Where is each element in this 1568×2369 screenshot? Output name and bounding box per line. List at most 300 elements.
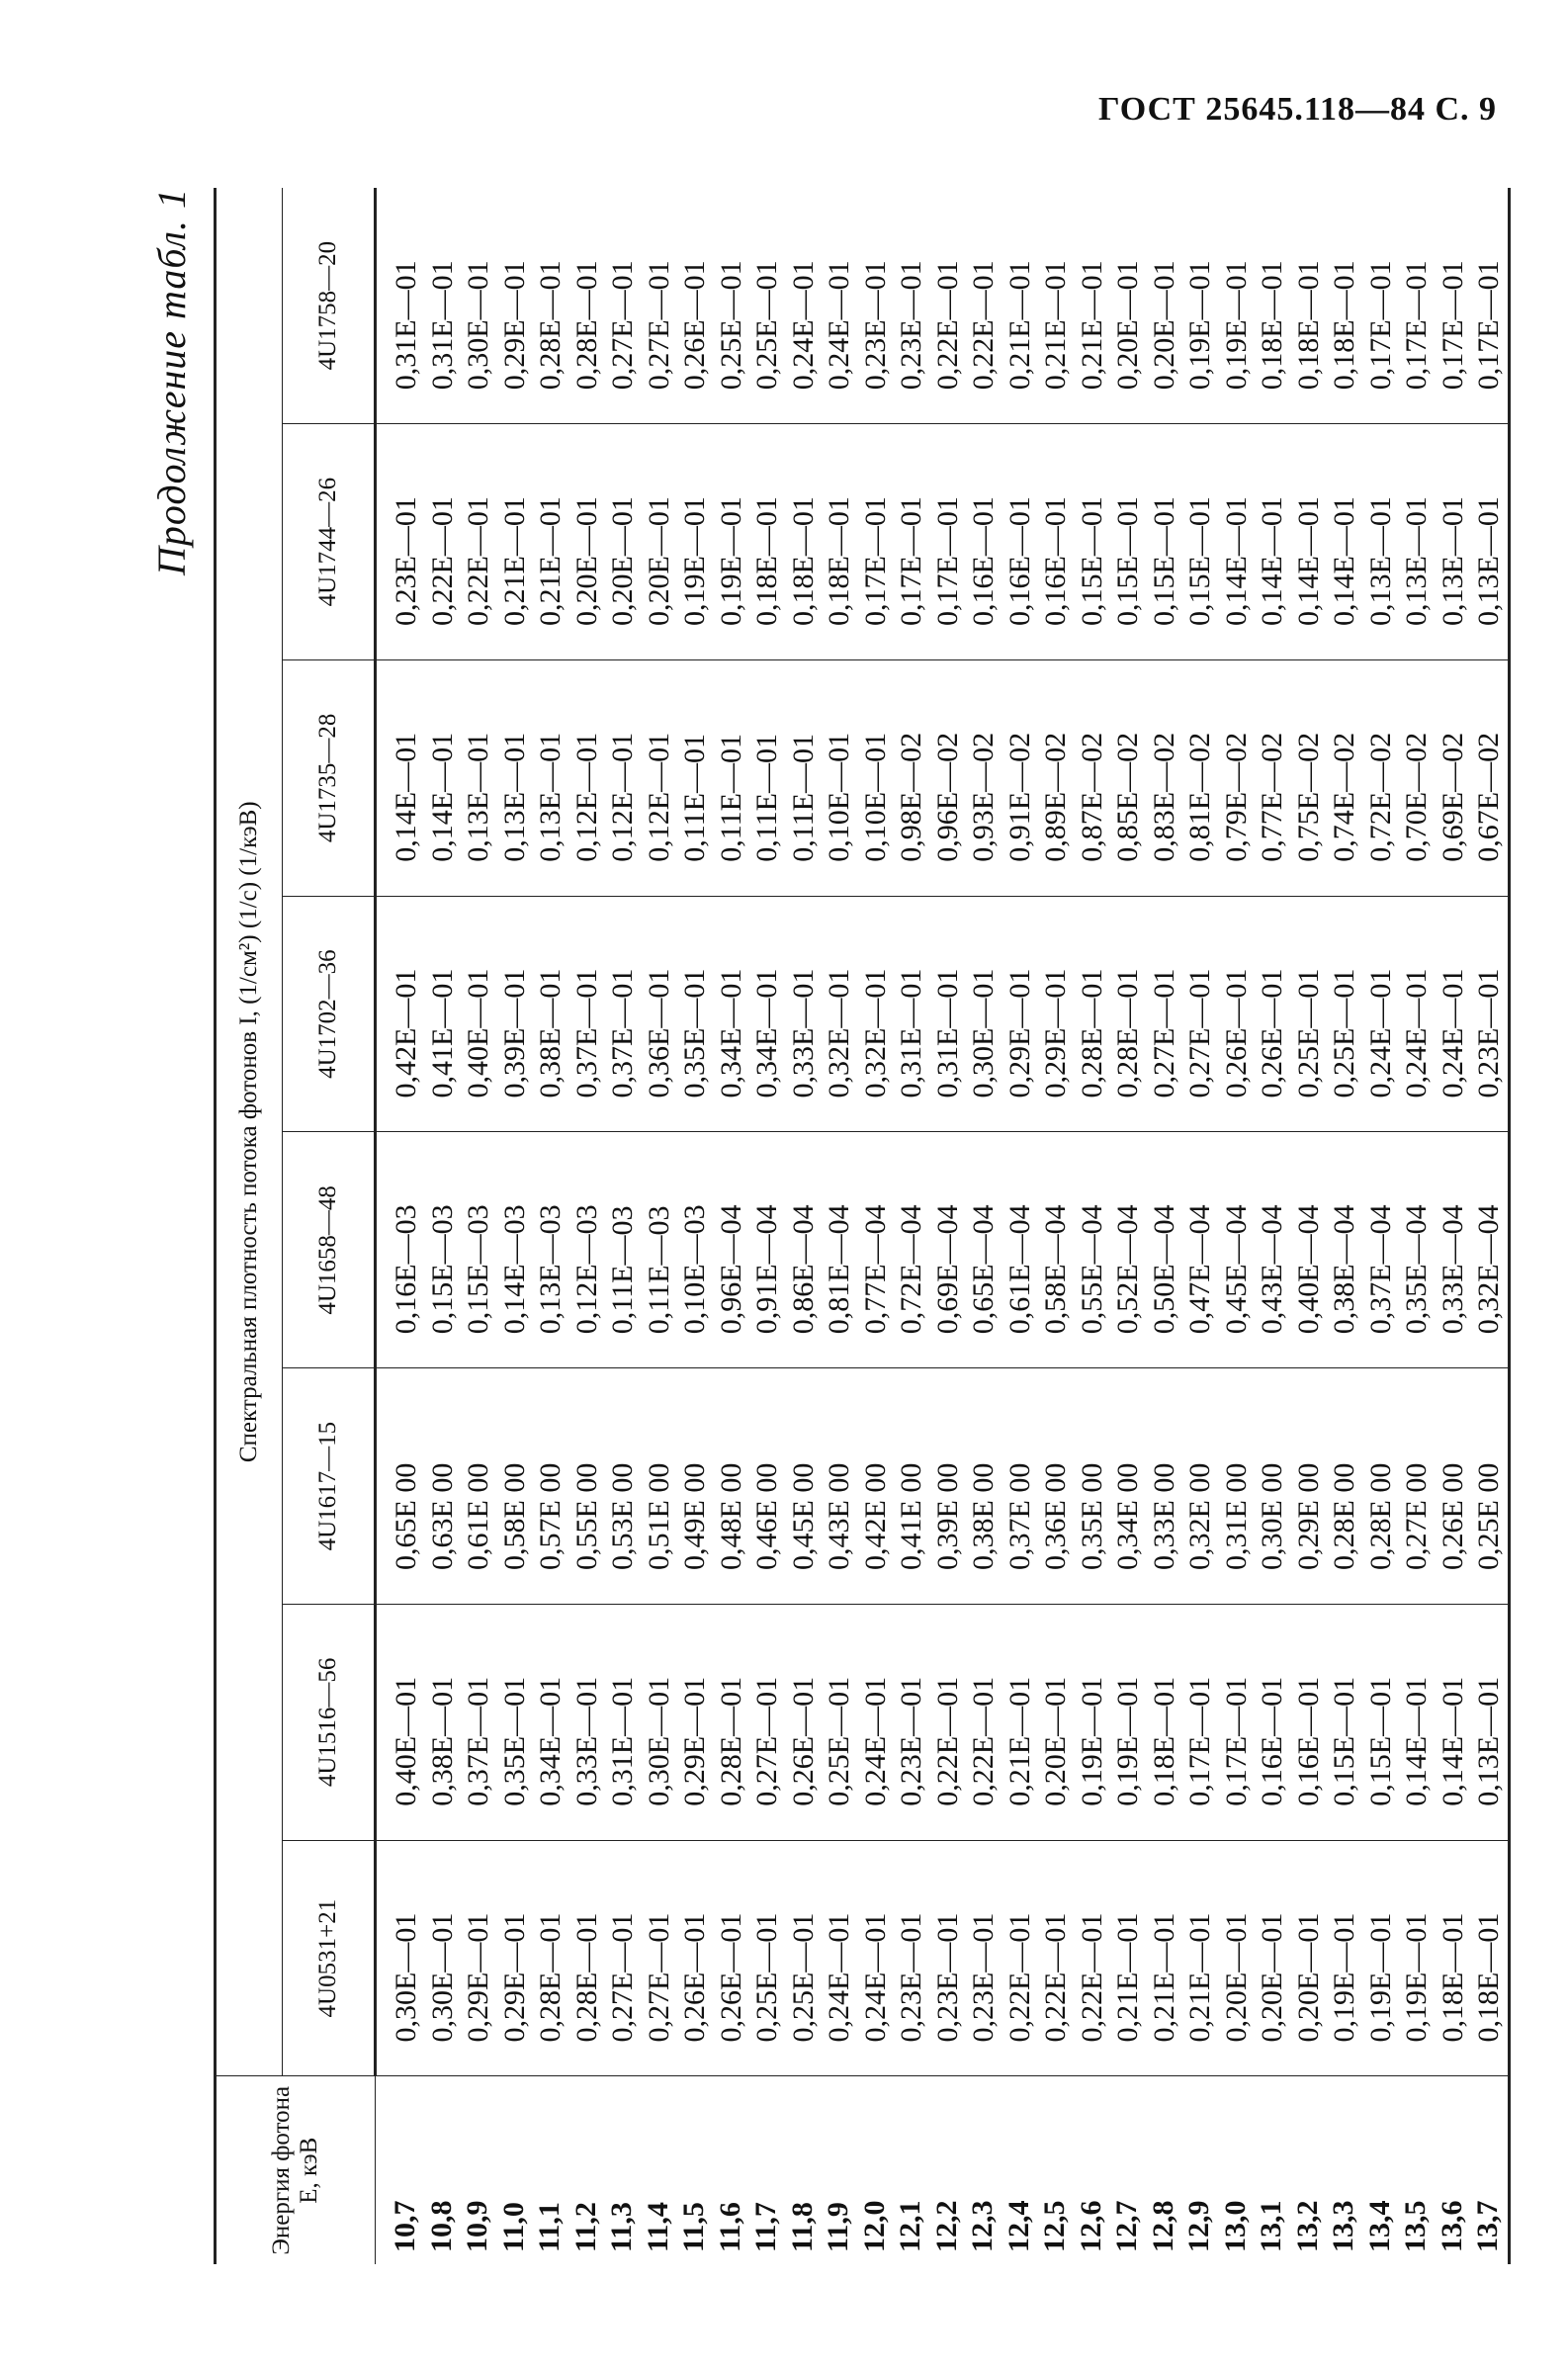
flux-cell: 0,20E—01	[1111, 260, 1144, 391]
flux-cell: 0,15E—03	[425, 1204, 459, 1335]
flux-cell: 0,61E 00	[462, 1462, 494, 1570]
energy-cell: 12,7	[1110, 2200, 1143, 2252]
flux-cell: 0,19E—01	[714, 496, 747, 626]
flux-cell: 0,33E—04	[1436, 1204, 1469, 1335]
flux-cell: 0,19E—01	[1111, 1676, 1144, 1806]
energy-cell: 12,9	[1182, 2200, 1215, 2252]
energy-cell: 12,8	[1146, 2200, 1179, 2252]
flux-cell: 0,23E—01	[930, 1912, 964, 2043]
flux-cell: 0,81E—02	[1183, 732, 1216, 862]
flux-cell: 0,19E—01	[1400, 1912, 1433, 2043]
flux-cell: 0,14E—01	[1291, 496, 1325, 626]
flux-cell: 0,27E—01	[606, 1912, 639, 2043]
values-column	[376, 188, 1510, 424]
flux-cell: 0,19E—01	[1328, 1912, 1360, 2043]
energy-cell: 12,3	[966, 2200, 999, 2252]
flux-cell: 0,33E—01	[786, 968, 820, 1098]
flux-cell: 0,26E—01	[678, 1912, 711, 2043]
flux-cell: 0,57E 00	[534, 1462, 566, 1570]
energy-cell: 11,7	[749, 2202, 782, 2252]
flux-cell: 0,38E—01	[425, 1676, 459, 1806]
flux-cell: 0,17E—01	[1472, 260, 1505, 391]
flux-cell: 0,75E—02	[1291, 732, 1325, 862]
flux-cell: 0,27E—01	[1147, 968, 1180, 1098]
flux-cell: 0,17E—01	[930, 496, 964, 626]
flux-cell: 0,81E—04	[823, 1204, 855, 1335]
flux-cell: 0,13E—01	[1472, 496, 1505, 626]
flux-cell: 0,25E—01	[786, 1912, 820, 2043]
flux-cell: 0,89E—02	[1039, 732, 1072, 862]
flux-cell: 0,19E—01	[678, 496, 711, 626]
flux-cell: 0,29E—01	[1002, 968, 1036, 1098]
flux-cell: 0,18E—01	[1328, 260, 1360, 391]
flux-cell: 0,15E—01	[1147, 496, 1180, 626]
energy-cell: 12,4	[1002, 2200, 1035, 2252]
flux-cell: 0,30E—01	[642, 1676, 675, 1806]
flux-cell: 0,13E—01	[497, 732, 531, 862]
flux-cell: 0,30E—01	[967, 968, 1000, 1098]
energy-cell: 12,6	[1074, 2200, 1107, 2252]
energy-cell: 11,1	[533, 2202, 566, 2252]
source-column-header: 4U1658—48	[283, 1132, 376, 1368]
flux-cell: 0,13E—01	[1436, 496, 1469, 626]
flux-cell: 0,21E—01	[1039, 260, 1072, 391]
flux-cell: 0,37E 00	[1002, 1462, 1036, 1570]
flux-cell: 0,69E—02	[1436, 732, 1469, 862]
flux-cell: 0,18E—01	[1436, 1912, 1469, 2043]
flux-cell: 0,65E 00	[390, 1462, 422, 1570]
flux-cell: 0,65E—04	[967, 1204, 1000, 1335]
flux-cell: 0,24E—01	[823, 1912, 855, 2043]
flux-cell: 0,37E—04	[1363, 1204, 1397, 1335]
energy-cell: 13,3	[1327, 2200, 1359, 2252]
flux-cell: 0,24E—01	[786, 260, 820, 391]
flux-cell: 0,67E—02	[1472, 732, 1505, 862]
flux-cell: 0,63E 00	[425, 1462, 459, 1570]
flux-cell: 0,27E—01	[606, 260, 639, 391]
flux-cell: 0,14E—03	[497, 1204, 531, 1335]
flux-cell: 0,16E—03	[390, 1204, 422, 1335]
flux-cell: 0,15E—01	[1111, 496, 1144, 626]
flux-cell: 0,29E—01	[497, 260, 531, 391]
flux-cell: 0,33E 00	[1147, 1462, 1180, 1570]
flux-cell: 0,27E—01	[1183, 968, 1216, 1098]
flux-cell: 0,17E—01	[1183, 1676, 1216, 1806]
flux-cell: 0,37E—01	[462, 1676, 494, 1806]
flux-cell: 0,14E—01	[390, 732, 422, 862]
flux-cell: 0,16E—01	[1039, 496, 1072, 626]
flux-cell: 0,50E—04	[1147, 1204, 1180, 1335]
values-column	[376, 424, 1510, 660]
flux-cell: 0,34E—01	[534, 1676, 566, 1806]
flux-cell: 0,47E—04	[1183, 1204, 1216, 1335]
energy-cell: 12,5	[1038, 2200, 1071, 2252]
flux-cell: 0,10E—01	[858, 732, 892, 862]
flux-cell: 0,11E—01	[750, 734, 783, 862]
energy-cell: 13,1	[1255, 2200, 1287, 2252]
flux-cell: 0,38E—01	[534, 968, 566, 1098]
flux-cell: 0,48E 00	[714, 1462, 747, 1570]
flux-cell: 0,69E—04	[930, 1204, 964, 1335]
flux-cell: 0,23E—01	[895, 1912, 927, 2043]
flux-cell: 0,41E 00	[895, 1462, 927, 1570]
flux-cell: 0,79E—02	[1219, 732, 1253, 862]
energy-cell: 12,0	[857, 2200, 891, 2252]
flux-cell: 0,41E—01	[425, 968, 459, 1098]
flux-cell: 0,11E—03	[606, 1205, 639, 1335]
energy-cell: 11,2	[568, 2202, 602, 2252]
flux-cell: 0,17E—01	[1436, 260, 1469, 391]
flux-cell: 0,28E 00	[1363, 1462, 1397, 1570]
source-column-header: 4U1744—26	[283, 424, 376, 660]
flux-cell: 0,72E—04	[895, 1204, 927, 1335]
flux-cell: 0,96E—04	[714, 1204, 747, 1335]
energy-cell: 10,8	[424, 2200, 458, 2252]
flux-cell: 0,10E—03	[678, 1204, 711, 1335]
flux-cell: 0,30E 00	[1256, 1462, 1288, 1570]
data-table	[214, 188, 1511, 2264]
flux-cell: 0,22E—01	[462, 496, 494, 626]
flux-cell: 0,22E—01	[967, 260, 1000, 391]
flux-cell: 0,35E—01	[678, 968, 711, 1098]
flux-cell: 0,17E—01	[895, 496, 927, 626]
flux-cell: 0,43E 00	[823, 1462, 855, 1570]
flux-cell: 0,49E 00	[678, 1462, 711, 1570]
flux-cell: 0,20E—01	[1219, 1912, 1253, 2043]
flux-cell: 0,37E—01	[606, 968, 639, 1098]
flux-cell: 0,20E—01	[606, 496, 639, 626]
flux-cell: 0,72E—02	[1363, 732, 1397, 862]
flux-cell: 0,28E—01	[1111, 968, 1144, 1098]
flux-cell: 0,28E—01	[714, 1676, 747, 1806]
flux-cell: 0,22E—01	[930, 260, 964, 391]
flux-cell: 0,24E—01	[1436, 968, 1469, 1098]
flux-cell: 0,58E—04	[1039, 1204, 1072, 1335]
flux-cell: 0,20E—01	[569, 496, 603, 626]
flux-group-header: Спектральная плотность потока фотонов I, (1/см²) (1/с) (1/кэВ)	[216, 188, 283, 2076]
flux-cell: 0,39E 00	[930, 1462, 964, 1570]
flux-cell: 0,27E—01	[642, 1912, 675, 2043]
energy-cell: 11,0	[496, 2202, 530, 2252]
flux-cell: 0,20E—01	[1256, 1912, 1288, 2043]
flux-cell: 0,32E—01	[823, 968, 855, 1098]
flux-cell: 0,11E—01	[678, 734, 711, 862]
flux-cell: 0,13E—01	[462, 732, 494, 862]
flux-cell: 0,26E—01	[786, 1676, 820, 1806]
flux-cell: 0,21E—01	[1111, 1912, 1144, 2043]
flux-cell: 0,25E—01	[714, 260, 747, 391]
flux-cell: 0,20E—01	[642, 496, 675, 626]
flux-cell: 0,15E—01	[1075, 496, 1108, 626]
flux-cell: 0,16E—01	[1256, 1676, 1288, 1806]
flux-cell: 0,24E—01	[823, 260, 855, 391]
source-column-header: 4U1758—20	[283, 188, 376, 424]
flux-cell: 0,32E 00	[1183, 1462, 1216, 1570]
flux-cell: 0,14E—01	[1400, 1676, 1433, 1806]
flux-cell: 0,31E—01	[930, 968, 964, 1098]
flux-cell: 0,22E—01	[1039, 1912, 1072, 2043]
flux-cell: 0,98E—02	[895, 732, 927, 862]
energy-cell: 10,7	[389, 2200, 421, 2252]
flux-cell: 0,31E—01	[425, 260, 459, 391]
flux-cell: 0,21E—01	[1002, 260, 1036, 391]
flux-cell: 0,39E—01	[497, 968, 531, 1098]
flux-cell: 0,14E—01	[1328, 496, 1360, 626]
flux-cell: 0,28E—01	[534, 260, 566, 391]
flux-cell: 0,10E—01	[823, 732, 855, 862]
flux-cell: 0,70E—02	[1400, 732, 1433, 862]
flux-cell: 0,18E—01	[786, 496, 820, 626]
flux-cell: 0,24E—01	[858, 1912, 892, 2043]
flux-cell: 0,16E—01	[1002, 496, 1036, 626]
energy-cell: 11,4	[641, 2202, 674, 2252]
values-column	[376, 1605, 1510, 1841]
energy-cell: 11,6	[713, 2202, 746, 2252]
energy-cell: 11,9	[822, 2202, 854, 2252]
flux-cell: 0,17E—01	[1219, 1676, 1253, 1806]
flux-cell: 0,15E—03	[462, 1204, 494, 1335]
flux-cell: 0,13E—01	[1400, 496, 1433, 626]
flux-cell: 0,26E—01	[1256, 968, 1288, 1098]
flux-cell: 0,24E—01	[1363, 968, 1397, 1098]
energy-column-header: Энергия фотона E, кэВ	[216, 2076, 376, 2264]
flux-cell: 0,86E—04	[786, 1204, 820, 1335]
flux-cell: 0,27E 00	[1400, 1462, 1433, 1570]
flux-cell: 0,28E—01	[534, 1912, 566, 2043]
flux-cell: 0,19E—01	[1363, 1912, 1397, 2043]
flux-cell: 0,38E—04	[1328, 1204, 1360, 1335]
flux-cell: 0,18E—01	[1147, 1676, 1180, 1806]
flux-cell: 0,36E—01	[642, 968, 675, 1098]
flux-cell: 0,42E—01	[390, 968, 422, 1098]
flux-cell: 0,29E—01	[1039, 968, 1072, 1098]
flux-cell: 0,21E—01	[1183, 1912, 1216, 2043]
flux-cell: 0,12E—01	[569, 732, 603, 862]
flux-cell: 0,29E—01	[462, 1912, 494, 2043]
flux-cell: 0,13E—01	[1472, 1676, 1505, 1806]
energy-column	[376, 2076, 1510, 2264]
flux-cell: 0,12E—03	[569, 1204, 603, 1335]
flux-cell: 0,52E—04	[1111, 1204, 1144, 1335]
energy-cell: 10,9	[461, 2200, 493, 2252]
flux-cell: 0,31E—01	[606, 1676, 639, 1806]
flux-cell: 0,22E—01	[1075, 1912, 1108, 2043]
flux-cell: 0,15E—01	[1328, 1676, 1360, 1806]
flux-cell: 0,25E 00	[1472, 1462, 1505, 1570]
flux-cell: 0,38E 00	[967, 1462, 1000, 1570]
flux-cell: 0,19E—01	[1219, 260, 1253, 391]
flux-cell: 0,17E—01	[1363, 260, 1397, 391]
flux-cell: 0,96E—02	[930, 732, 964, 862]
flux-cell: 0,32E—01	[858, 968, 892, 1098]
flux-cell: 0,77E—02	[1256, 732, 1288, 862]
rotated-table-block	[148, 188, 1505, 2264]
page-header: ГОСТ 25645.118—84 С. 9	[1097, 91, 1497, 128]
flux-cell: 0,16E—01	[1291, 1676, 1325, 1806]
source-column-header: 4U1702—36	[283, 896, 376, 1132]
source-column-header: 4U1735—28	[283, 660, 376, 897]
flux-cell: 0,17E—01	[858, 496, 892, 626]
flux-cell: 0,21E—01	[1002, 1676, 1036, 1806]
values-column	[376, 896, 1510, 1132]
values-column	[376, 1368, 1510, 1605]
flux-cell: 0,31E 00	[1219, 1462, 1253, 1570]
flux-cell: 0,15E—01	[1183, 496, 1216, 626]
flux-cell: 0,36E 00	[1039, 1462, 1072, 1570]
flux-cell: 0,26E—01	[1219, 968, 1253, 1098]
values-column	[376, 1840, 1510, 2076]
flux-cell: 0,25E—01	[750, 1912, 783, 2043]
flux-cell: 0,13E—03	[534, 1204, 566, 1335]
source-column-header: 4U1617—15	[283, 1368, 376, 1605]
flux-cell: 0,22E—01	[425, 496, 459, 626]
flux-cell: 0,83E—02	[1147, 732, 1180, 862]
flux-cell: 0,21E—01	[497, 496, 531, 626]
flux-cell: 0,23E—01	[858, 260, 892, 391]
flux-cell: 0,14E—01	[425, 732, 459, 862]
flux-cell: 0,18E—01	[823, 496, 855, 626]
flux-cell: 0,30E—01	[462, 260, 494, 391]
energy-cell: 12,2	[929, 2200, 963, 2252]
table-body-row	[376, 188, 1510, 2264]
flux-cell: 0,21E—01	[1075, 260, 1108, 391]
energy-cell: 13,5	[1399, 2200, 1432, 2252]
flux-cell: 0,34E—01	[714, 968, 747, 1098]
flux-cell: 0,45E—04	[1219, 1204, 1253, 1335]
flux-cell: 0,28E—01	[569, 260, 603, 391]
flux-cell: 0,23E—01	[895, 260, 927, 391]
flux-cell: 0,43E—04	[1256, 1204, 1288, 1335]
flux-cell: 0,11E—01	[786, 734, 820, 862]
energy-cell: 13,0	[1218, 2200, 1252, 2252]
energy-cell: 11,5	[677, 2202, 710, 2252]
flux-cell: 0,25E—01	[823, 1676, 855, 1806]
flux-cell: 0,15E—01	[1363, 1676, 1397, 1806]
flux-cell: 0,53E 00	[606, 1462, 639, 1570]
flux-cell: 0,24E—01	[1400, 968, 1433, 1098]
flux-cell: 0,91E—02	[1002, 732, 1036, 862]
flux-cell: 0,87E—02	[1075, 732, 1108, 862]
flux-cell: 0,61E—04	[1002, 1204, 1036, 1335]
flux-cell: 0,29E 00	[1291, 1462, 1325, 1570]
flux-cell: 0,22E—01	[930, 1676, 964, 1806]
energy-cell: 11,3	[605, 2202, 638, 2252]
flux-cell: 0,46E 00	[750, 1462, 783, 1570]
flux-cell: 0,55E—04	[1075, 1204, 1108, 1335]
flux-cell: 0,20E—01	[1291, 1912, 1325, 2043]
flux-cell: 0,40E—04	[1291, 1204, 1325, 1335]
flux-cell: 0,30E—01	[390, 1912, 422, 2043]
energy-cell: 12,1	[894, 2200, 926, 2252]
flux-cell: 0,14E—01	[1436, 1676, 1469, 1806]
energy-cell: 11,8	[785, 2202, 819, 2252]
flux-cell: 0,74E—02	[1328, 732, 1360, 862]
flux-cell: 0,11E—03	[642, 1205, 675, 1335]
table-caption: Продолжение табл. 1	[149, 188, 194, 576]
flux-cell: 0,21E—01	[1147, 1912, 1180, 2043]
flux-cell: 0,28E 00	[1328, 1462, 1360, 1570]
flux-cell: 0,51E 00	[642, 1462, 675, 1570]
flux-cell: 0,23E—01	[390, 496, 422, 626]
flux-cell: 0,27E—01	[642, 260, 675, 391]
flux-cell: 0,34E 00	[1111, 1462, 1144, 1570]
flux-cell: 0,29E—01	[497, 1912, 531, 2043]
values-column	[376, 660, 1510, 897]
flux-cell: 0,26E 00	[1436, 1462, 1469, 1570]
flux-cell: 0,18E—01	[1291, 260, 1325, 391]
source-column-header: 4U1516—56	[283, 1605, 376, 1841]
flux-cell: 0,26E—01	[678, 260, 711, 391]
flux-cell: 0,25E—01	[750, 260, 783, 391]
flux-cell: 0,25E—01	[1328, 968, 1360, 1098]
flux-cell: 0,16E—01	[967, 496, 1000, 626]
flux-cell: 0,27E—01	[750, 1676, 783, 1806]
flux-cell: 0,19E—01	[1183, 260, 1216, 391]
flux-cell: 0,17E—01	[1400, 260, 1433, 391]
flux-cell: 0,91E—04	[750, 1204, 783, 1335]
values-column	[376, 1132, 1510, 1368]
flux-cell: 0,18E—01	[1256, 260, 1288, 391]
flux-cell: 0,32E—04	[1472, 1204, 1505, 1335]
flux-cell: 0,18E—01	[1472, 1912, 1505, 2043]
flux-cell: 0,20E—01	[1039, 1676, 1072, 1806]
flux-cell: 0,37E—01	[569, 968, 603, 1098]
flux-cell: 0,40E—01	[462, 968, 494, 1098]
flux-cell: 0,45E 00	[786, 1462, 820, 1570]
flux-cell: 0,23E—01	[895, 1676, 927, 1806]
flux-cell: 0,40E—01	[390, 1676, 422, 1806]
flux-cell: 0,25E—01	[1291, 968, 1325, 1098]
flux-cell: 0,18E—01	[750, 496, 783, 626]
flux-cell: 0,55E 00	[569, 1462, 603, 1570]
flux-cell: 0,12E—01	[606, 732, 639, 862]
energy-cell: 13,6	[1435, 2200, 1468, 2252]
flux-cell: 0,28E—01	[1075, 968, 1108, 1098]
flux-cell: 0,26E—01	[714, 1912, 747, 2043]
flux-cell: 0,30E—01	[425, 1912, 459, 2043]
flux-cell: 0,19E—01	[1075, 1676, 1108, 1806]
flux-cell: 0,23E—01	[967, 1912, 1000, 2043]
flux-cell: 0,35E 00	[1075, 1462, 1108, 1570]
flux-cell: 0,35E—04	[1400, 1204, 1433, 1335]
flux-cell: 0,11E—01	[714, 734, 747, 862]
energy-cell: 13,7	[1471, 2200, 1504, 2252]
flux-cell: 0,77E—04	[858, 1204, 892, 1335]
flux-cell: 0,58E 00	[497, 1462, 531, 1570]
flux-cell: 0,29E—01	[678, 1676, 711, 1806]
flux-cell: 0,33E—01	[569, 1676, 603, 1806]
flux-cell: 0,20E—01	[1147, 260, 1180, 391]
flux-cell: 0,21E—01	[534, 496, 566, 626]
flux-cell: 0,42E 00	[858, 1462, 892, 1570]
flux-cell: 0,31E—01	[895, 968, 927, 1098]
flux-cell: 0,14E—01	[1219, 496, 1253, 626]
flux-cell: 0,85E—02	[1111, 732, 1144, 862]
flux-cell: 0,24E—01	[858, 1676, 892, 1806]
flux-cell: 0,93E—02	[967, 732, 1000, 862]
flux-cell: 0,31E—01	[390, 260, 422, 391]
flux-cell: 0,34E—01	[750, 968, 783, 1098]
energy-cell: 13,2	[1290, 2200, 1324, 2252]
flux-cell: 0,13E—01	[534, 732, 566, 862]
flux-cell: 0,14E—01	[1256, 496, 1288, 626]
source-column-header: 4U0531+21	[283, 1840, 376, 2076]
flux-cell: 0,22E—01	[967, 1676, 1000, 1806]
energy-cell: 13,4	[1362, 2200, 1396, 2252]
flux-cell: 0,12E—01	[642, 732, 675, 862]
flux-cell: 0,28E—01	[569, 1912, 603, 2043]
flux-cell: 0,22E—01	[1002, 1912, 1036, 2043]
